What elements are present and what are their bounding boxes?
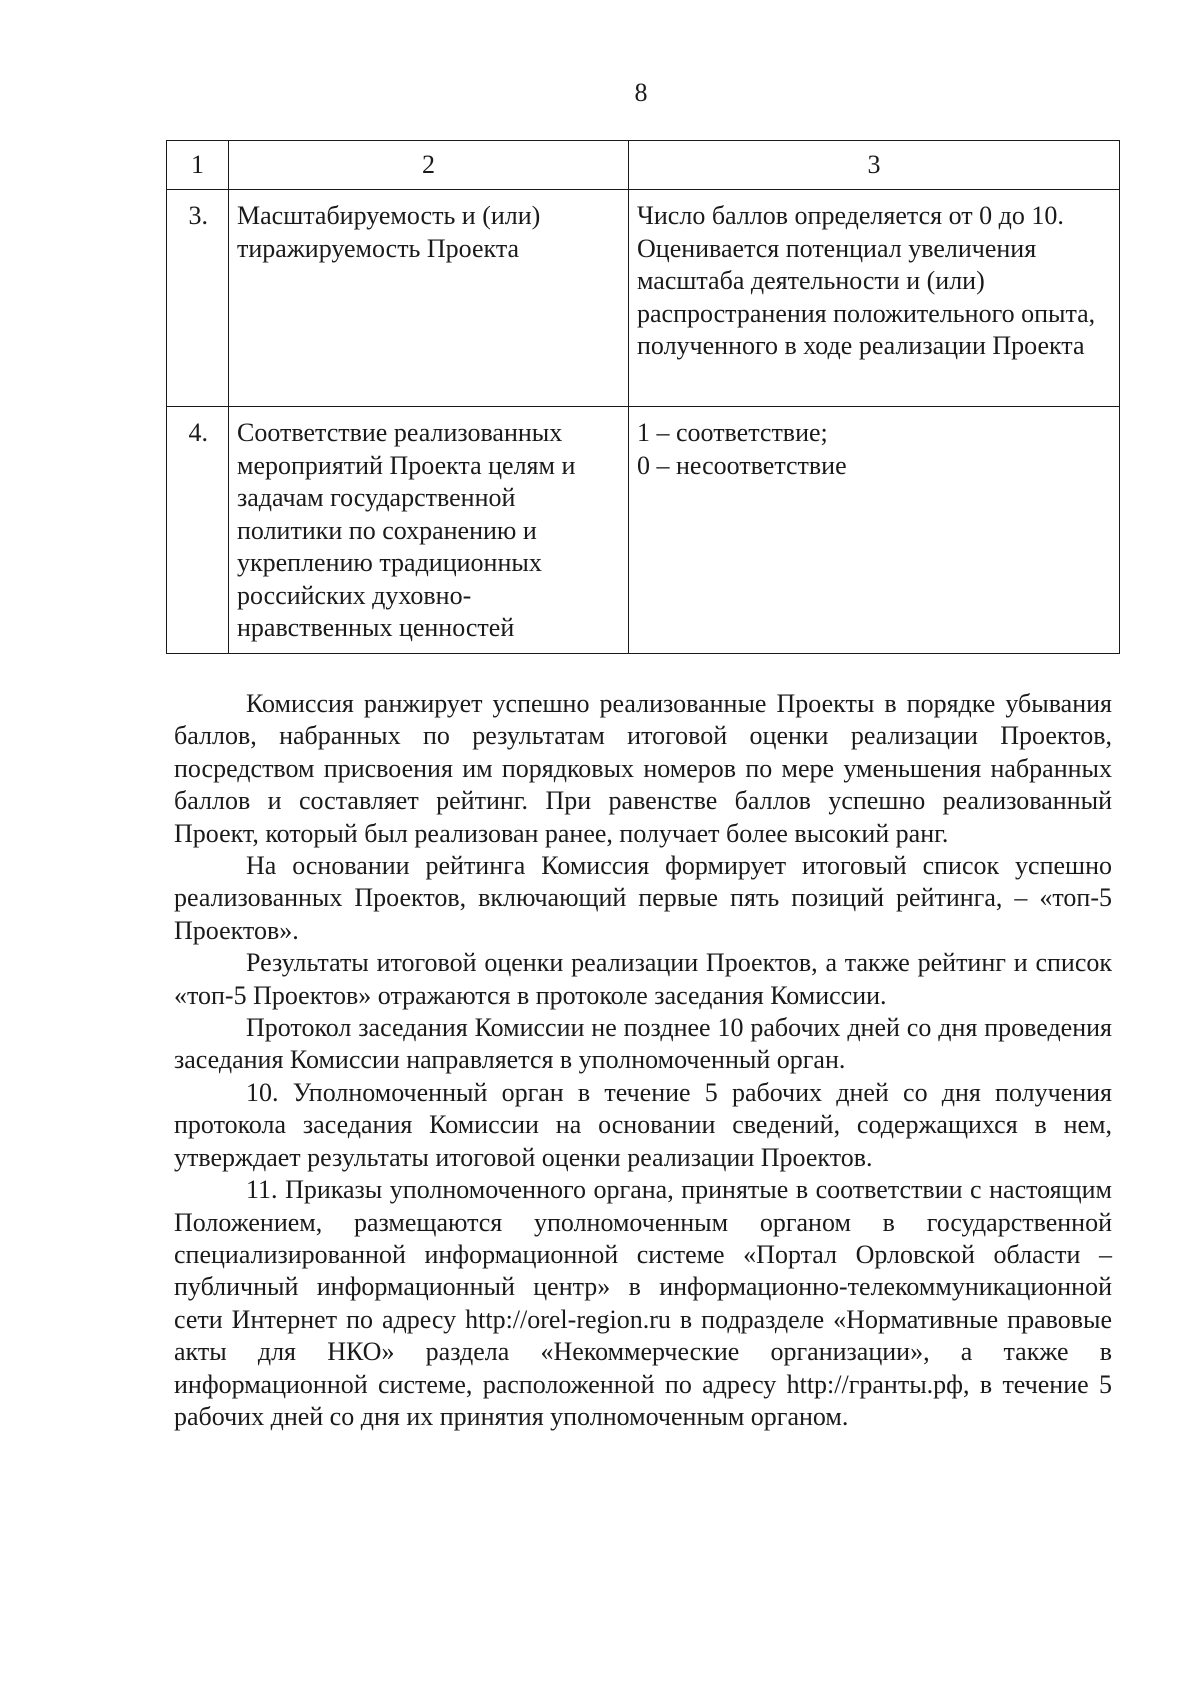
paragraph: На основании рейтинга Комиссия формирует итоговый список успешно реализованных Проектов, включающий первые пять позиций рейтинга, – «топ-5 Проектов». bbox=[174, 851, 1112, 945]
criteria-table bbox=[166, 140, 1120, 654]
paragraph: Комиссия ранжирует успешно реализованные Проекты в порядке убывания баллов, набранных по результатам итоговой оценки реализации Проектов, посредством присвоения им порядковых номеров по мере уменьшения набранных баллов и составляет рейтинг. При равенстве баллов успешно реализованный Проект, который был реализован ранее, получает более высокий ранг. bbox=[174, 689, 1112, 848]
row-number: 3. bbox=[188, 201, 208, 230]
table-header-row bbox=[167, 141, 1120, 190]
row-number-cell bbox=[167, 190, 229, 407]
scoring-line: 0 – несоответствие bbox=[637, 450, 847, 480]
criterion-cell bbox=[229, 407, 629, 654]
header-cell-1: 1 bbox=[167, 141, 229, 190]
scoring-cell bbox=[629, 407, 1120, 654]
table-row bbox=[167, 190, 1120, 407]
paragraph: 10. Уполномоченный орган в течение 5 рабочих дней со дня получения протокола заседания Комиссии на основании сведений, содержащихся в нем, утверждает результаты итоговой оценки реализации Проектов. bbox=[174, 1077, 1112, 1172]
criterion-cell bbox=[229, 190, 629, 407]
table-row bbox=[167, 407, 1120, 654]
scoring-cell bbox=[629, 190, 1120, 407]
document-body bbox=[174, 688, 1112, 1433]
criteria-table-container bbox=[166, 140, 1119, 654]
header-cell-2: 2 bbox=[229, 141, 629, 190]
scoring-line: 1 – соответствие; bbox=[637, 418, 828, 447]
paragraph: Результаты итоговой оценки реализации Проектов, а также рейтинг и список «топ-5 Проектов» отражаются в протоколе заседания Комиссии. bbox=[174, 948, 1112, 1010]
scoring-list bbox=[629, 407, 1119, 482]
criterion-text: Соответствие реализованных мероприятий Проекта целям и задачам государственной политики по сохранению и укреплению традиционных российских духовно-нравственных ценностей bbox=[237, 418, 576, 642]
row-number: 4. bbox=[188, 418, 208, 447]
paragraph: Протокол заседания Комиссии не позднее 10 рабочих дней со дня проведения заседания Комиссии направляется в уполномоченный орган. bbox=[174, 1013, 1112, 1075]
page-number: 8 bbox=[634, 78, 648, 107]
paragraph: 11. Приказы уполномоченного органа, принятые в соответствии с настоящим Положением, размещаются уполномоченным органом в государственной специализированной информационной системе «Портал Орловской области – публичный информационный центр» в информационно-телекоммуникационной сети Интернет по адресу http://orel-region.ru в подразделе «Нормативные правовые акты для НКО» раздела «Некоммерческие организации», а также в информационной системе, расположенной по адресу http://гранты.рф, в течение 5 рабочих дней со дня их принятия уполномоченным органом. bbox=[174, 1175, 1112, 1431]
scoring-text: Число баллов определяется от 0 до 10. Оценивается потенциал увеличения масштаба деятельности и (или) распространения положительного опыта, полученного в ходе реализации Проекта bbox=[637, 201, 1096, 360]
criterion-text: Масштабируемость и (или) тиражируемость Проекта bbox=[237, 201, 541, 263]
row-number-cell bbox=[167, 407, 229, 654]
header-cell-3: 3 bbox=[629, 141, 1120, 190]
